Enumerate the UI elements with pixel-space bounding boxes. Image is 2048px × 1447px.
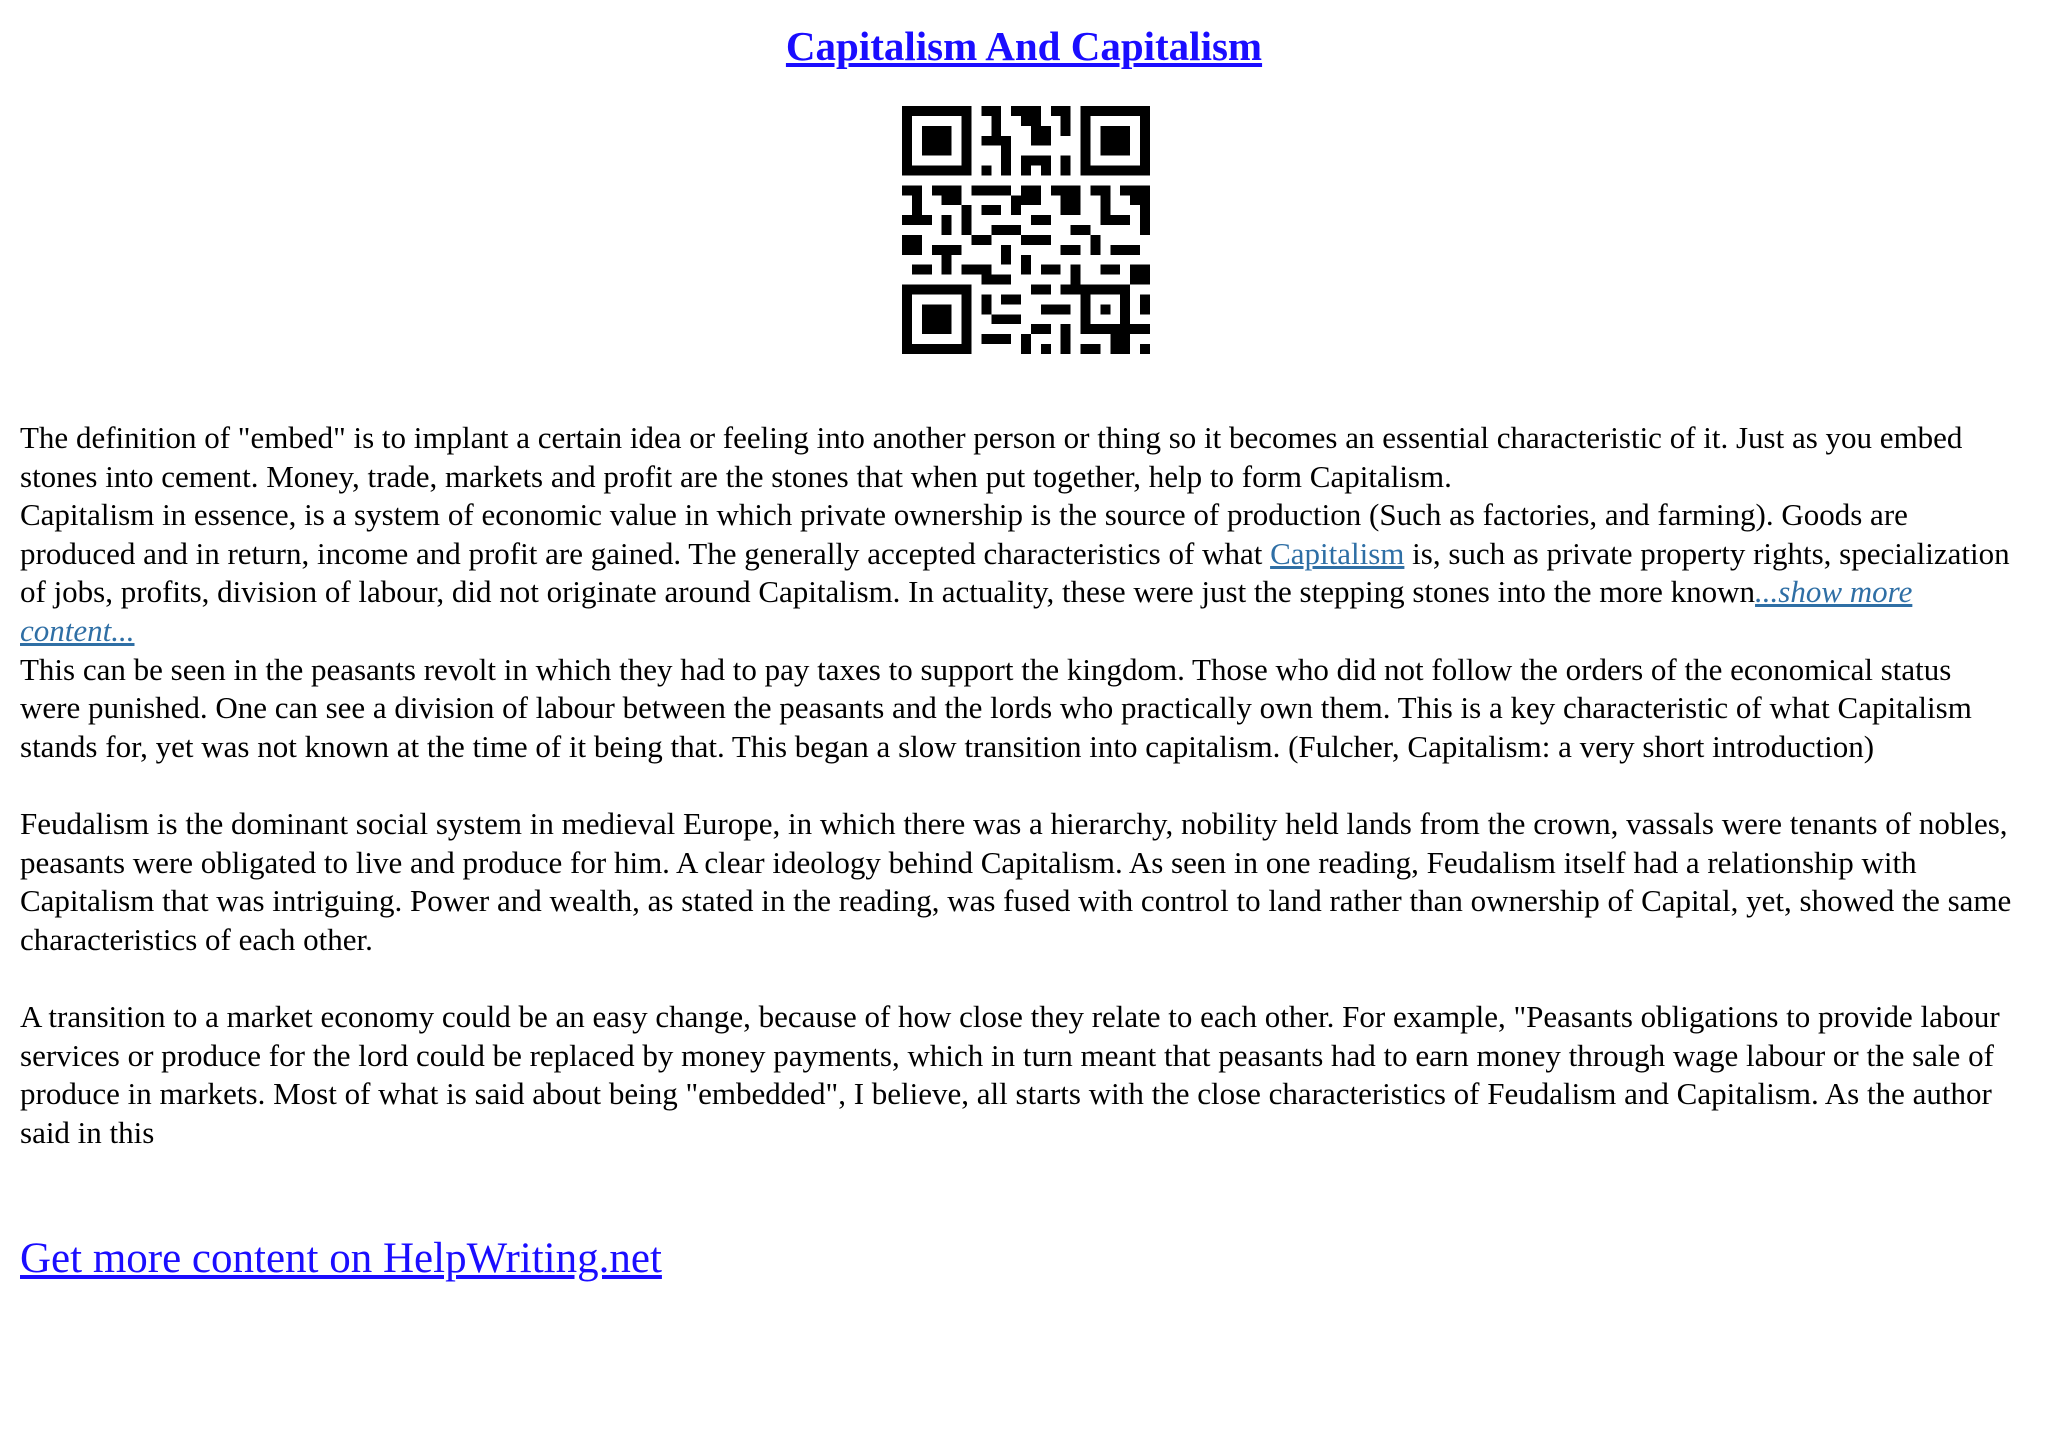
spacer xyxy=(20,766,2012,805)
paragraph: A transition to a market economy could be an easy change, because of how close they relate to each other. For example, "Peasants obligations to provide labour services or produce for the lord could be replaced by money payments, which in turn meant that peasants had to earn money through wage labour or the sale of produce in markets. Most of what is said about being "embedded", I believe, all starts with the close characteristics of Feudalism and Capitalism. As the author said in this xyxy=(20,998,2000,1150)
paragraph-text: Capitalism in essence, is a system of economic value in which private ownership is the source of production (Such as factories, and farming). Goods are produced and in return, income and profit are gained. The generally accepted characteristics of what xyxy=(20,497,1908,571)
paragraph-text: is, such as private property rights, specialization of jobs, profits, division of labour, did not originate around Capitalism. In actuality, these were just the stepping stones into the more known xyxy=(20,535,2010,610)
paragraph: This can be seen in the peasants revolt in which they had to pay taxes to support the kingdom. Those who did not follow the orders of the economical status were punished. One can see a division of labour between the peasants and the lords who practically own them. This is a key characteristic of what Capitalism stands for, yet was not known at the time of it being that. This began a slow transition into capitalism. (Fulcher, Capitalism: a very short introduction) xyxy=(20,651,1972,764)
page-title xyxy=(0,18,2048,74)
spacer xyxy=(20,959,2012,998)
paragraph: The definition of "embed" is to implant a certain idea or feeling into another person or thing so it becomes an essential characteristic of it. Just as you embed stones into cement. Money, trade, markets and profit are the stones that when put together, help to form Capitalism. xyxy=(20,420,1963,494)
article-body xyxy=(20,419,2012,1152)
paragraph: Feudalism is the dominant social system in medieval Europe, in which there was a hierarchy, nobility held lands from the crown, vassals were tenants of nobles, peasants were obligated to live and produce for him. A clear ideology behind Capitalism. As seen in one reading, Feudalism itself had a relationship with Capitalism that was intriguing. Power and wealth, as stated in the reading, was fused with control to land rather than ownership of Capital, yet, showed the same characteristics of each other. xyxy=(20,805,2012,957)
show-more-link[interactable]: ...show more content... xyxy=(20,574,1913,648)
qr-code-icon xyxy=(902,106,1150,354)
capitalism-link[interactable]: Capitalism xyxy=(1270,535,1405,571)
title-link[interactable]: Capitalism And Capitalism xyxy=(785,23,1263,69)
paragraph xyxy=(20,496,2012,650)
get-more-content-link[interactable]: Get more content on HelpWriting.net xyxy=(20,1235,662,1282)
qr-code-graphic xyxy=(902,106,1150,354)
